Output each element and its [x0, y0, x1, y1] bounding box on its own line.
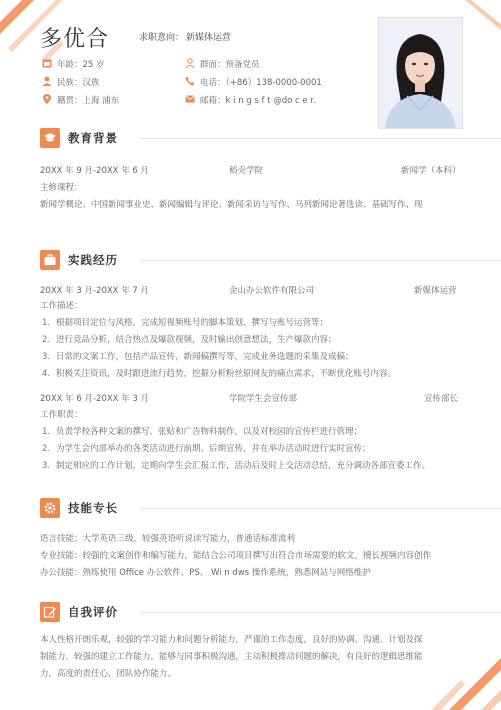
- list-item: 4. 积极关注资讯，及时跟进流行趋势，挖掘分析粉丝原网友的痛点需求，不断优化账号内容。: [42, 369, 397, 379]
- info-email: 邮箱：k i n g s f t @do c e r.: [185, 94, 316, 106]
- profile-photo: [378, 17, 463, 129]
- list-item: 3. 日常的文案工作，包括产品宣传，新闻稿撰写等，完成业务选题的采集及成稿；: [42, 352, 354, 362]
- section-divider: [140, 612, 501, 613]
- exp1-desc-label: 工作描述：: [40, 301, 83, 311]
- list-item: 1. 负责学校各种文案的撰写、张贴和广告物料制作，以及对校园的宣传栏进行管理；: [42, 427, 363, 437]
- list-item: 1. 根据项目定位与风格，完成短视频账号的脚本策划、撰写与账号运营等；: [42, 318, 329, 328]
- edu-courses: 新闻学概论、中国新闻事业史、新闻编辑与评论、新闻采访与写作、马列新闻论著选读、基础写作、现: [40, 200, 423, 210]
- gear-icon: [40, 498, 60, 518]
- section-divider: [140, 138, 501, 139]
- exp1-period: 20XX 年 3 月-20XX 年 7 月: [40, 286, 150, 296]
- calendar-icon: [42, 58, 52, 68]
- mail-icon: [185, 94, 195, 104]
- job-intent: [137, 30, 231, 43]
- section-education: [40, 128, 462, 148]
- section-experience: [40, 250, 462, 270]
- section-skills: [40, 498, 462, 518]
- person-outline-icon: [185, 58, 195, 68]
- edu-major: 新闻学（本科）: [401, 166, 461, 176]
- edu-period: 20XX 年 9 月-20XX 年 6 月: [40, 166, 150, 176]
- skill-office: 办公技能：熟练使用 Office 办公软件、PS、 Wi n dws 操作系统，熟悉网站与网络维护: [40, 568, 371, 578]
- briefcase-icon: [40, 250, 60, 270]
- info-ethnicity: 民族：汉族: [42, 76, 100, 88]
- job-intent-value: 新媒体运营: [186, 33, 232, 43]
- section-divider: [140, 508, 501, 509]
- exp2-org: 学院学生会宣传部: [229, 394, 298, 404]
- portrait-image: [379, 18, 462, 128]
- exp2-desc-label: 工作职责：: [40, 410, 83, 420]
- pencil-edit-icon: [40, 602, 60, 622]
- evaluation-line: 力，高度的责任心，团队协作能力。: [40, 669, 177, 679]
- exp2-role: 宣传部长: [424, 394, 459, 404]
- info-origin: 籍贯：上海 浦东: [42, 94, 119, 106]
- section-title-experience: 实践经历: [68, 253, 118, 267]
- evaluation-line: 制能力，较强的建立工作能力，能够与同事积极沟通，主动积极推动问题的解决，有良好的逻辑思维能: [40, 652, 423, 662]
- info-politics: 群面：预备党员: [185, 58, 260, 70]
- phone-icon: [185, 76, 195, 86]
- location-pin-icon: [42, 94, 52, 104]
- corner-decoration-bottom-right: [411, 640, 501, 710]
- job-intent-label: 求职意向：: [139, 33, 185, 43]
- evaluation-line: 本人性格开朗乐观，较强的学习能力和问题分析能力，严谨的工作态度，良好的协调、沟通、计划及探: [40, 635, 423, 645]
- list-item: 3. 制定相应的工作计划，定期向学生会汇报工作，活动后及时上交活动总结，充分调动各部宣委工作。: [42, 461, 431, 471]
- list-item: 2. 进行竞品分析，结合热点及爆款视频，及时输出创意想法，生产爆款内容；: [42, 335, 337, 345]
- skill-language: 语言技能：大学英语三级，较强英语听说读写能力，普通话标准流利: [40, 534, 296, 544]
- exp1-role: 新媒体运营: [414, 286, 457, 296]
- section-evaluation: [40, 602, 462, 622]
- edu-school: 稻壳学院: [229, 166, 264, 176]
- list-item: 2. 为学生会内部举办的各类活动进行前期、后期宣传，并在举办活动时进行实时宣传；: [42, 444, 371, 454]
- corner-decoration-top-right: [461, 0, 501, 30]
- section-title-skills: 技能专长: [68, 501, 118, 515]
- candidate-name: 多优合: [40, 27, 110, 52]
- user-icon: [42, 76, 52, 86]
- info-age: 年龄：25 岁: [42, 58, 105, 70]
- edu-courses-label: 主修课程：: [40, 183, 83, 193]
- section-title-evaluation: 自我评价: [68, 605, 118, 619]
- section-divider: [140, 260, 501, 261]
- exp2-period: 20XX 年 6 月-20XX 年 3 月: [40, 394, 150, 404]
- skill-professional: 专业技能：较强的文案创作和编写能力，能结合公司项目撰写出符合市场需要的软文，擅长视频内容创作: [40, 551, 432, 561]
- exp1-org: 金山办公软件有限公司: [229, 286, 315, 296]
- section-title-education: 教育背景: [68, 131, 118, 145]
- graduation-cap-icon: [40, 128, 60, 148]
- info-phone: 电话：（+86）138-0000-0001: [185, 76, 322, 88]
